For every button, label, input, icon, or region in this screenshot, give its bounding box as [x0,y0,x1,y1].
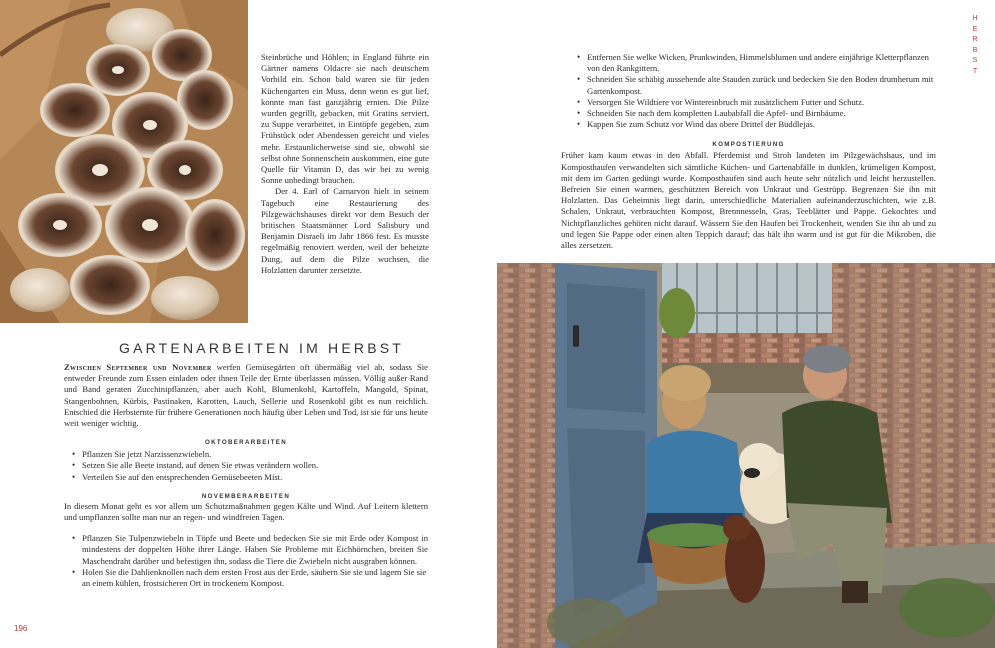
tab-letter: H [972,15,978,22]
list-item: • Versorgen Sie Wildtiere vor Wintereinbruch mit zusätzlichem Futter und Schutz. [575,97,936,108]
kompost-heading: KOMPOSTIERUNG [712,141,785,149]
right-top-column [561,52,936,251]
list-item: • Kappen Sie zum Schutz vor Wind das obere Drittel der Buddlejas. [575,119,936,130]
list-item: • Holen Sie die Dahlienknollen nach dem ersten Frost aus der Erde, säubern Sie sie und lagern Sie sie an einem kühlen, frostsicheren Ort in trockenem Kompost. [70,567,428,589]
intro-rest: werfen Gemüsegärten oft übermäßig viel ab, sodass Sie entweder Freunde zum Essen einladen oder ihnen Teile der Ernte überlassen müssen. Völlig außer Rand und Band geraten Zucchinipflanzen, aber auch Kohl, Blumenkohl, Kartoffeln, Mangold, Spinat, Stangenbohnen, Kürbis, Pastinaken, Karotten, Lauch, Sellerie und Rosenkohl gibt es nun reichlich. Entschied die Herbsternte für frühere Generationen noch häufig über Leben und Tod, ist sie für uns heute weit weniger wichtig. [64,362,428,429]
mushroom-photo [0,0,248,323]
tab-letter: S [972,57,978,64]
tab-letter: T [972,67,978,75]
section-tab-herbst [970,14,980,77]
november-list [64,533,428,589]
main-section [64,362,428,589]
page-number: 196 [14,624,28,633]
tab-letter: B [972,46,978,54]
paragraph-pilze: Steinbrüche und Höhlen; in England führte ein Gärtner namens Oldacre sie nach deutschem Vorbild ein. Schon bald waren sie für jeden Küchengarten ein Muss, denn wenn es gut lief, konnte man fast ganzjährig ernten. Die Pilze wurden gegrillt, gebacken, mit Gratins serviert, zu Suppe verarbeitet, in Eintöpfe gegeben, zum Frühstück oder Abendessen gereicht und vieles mehr. Erstaunlicherweise sind sie, obwohl sie selbst ohne Sonnenschein auskommen, eine gute Quelle für Vitamin D, das wir bei zu wenig Sonne unbedingt brauchen. [261,52,429,186]
list-item: • Setzen Sie alle Beete instand, auf denen Sie etwas verändern wollen. [70,460,428,471]
kompost-paragraph: Früher kam kaum etwas in den Abfall. Pferdemist und Stroh landeten im Pilzgewächshaus, und im Komposthaufen verwandelten sich sämtliche Küchen- und Gartenabfälle in dunklen, krümeligen Kompost, mit dem im Garten gedüngt wurde. Komposthaufen sind auch heute sehr nützlich und leicht herzustellen. Befreien Sie einen warmen, geschützten Bereich von Unkraut und Gestrüpp. Begrenzen Sie ihn mit Holzlatten. Das Geheimnis liegt darin, unterschiedliche Materialien aufeinanderzuschichten, wie z.B. Schalen, Unkraut, verbrauchten Kompost, Brennnesseln, Gras, Teeblätter und Pappe. Gekochtes und Nichtpflanzliches gehören nicht darauf. Wässern Sie den Haufen bei Trockenheit, wenden Sie ihn ab und zu und legen Sie Pappe oder einen alten Teppich darauf; das hält ihn warm und ist gut für die Mikroben, die alles zersetzen. [561,150,936,251]
left-column-text [261,52,429,276]
list-item: • Schneiden Sie nach dem kompletten Laubabfall die Apfel- und Birnbäume. [575,108,936,119]
list-item: • Entfernen Sie welke Wicken, Prunkwinden, Himmelsblumen und andere einjährige Kletterpflanzen von den Rankgittern. [575,52,936,74]
november-paragraph: In diesem Monat geht es vor allem um Schutzmaßnahmen gegen Kälte und Wind. Auf Leitern klettern und umpflanzen sollte man nur an regen- und windfreien Tagen. [64,500,428,523]
list-item: • Pflanzen Sie jetzt Narzissenzwiebeln. [70,449,428,460]
mushroom-illustration [0,0,248,323]
garden-photo [497,263,995,648]
intro-paragraph [64,362,428,429]
list-item: • Verteilen Sie auf den entsprechenden Gemüsebeeten Mist. [70,472,428,483]
list-item: • Schneiden Sie schäbig aussehende alte Stauden zurück und bedecken Sie den Boden drumherum mit Gartenkompost. [575,74,936,96]
oktober-list [64,449,428,483]
list-item: • Pflanzen Sie Tulpenzwiebeln in Töpfe und Beete und bedecken Sie sie mit Erde oder Kompost in mindestens der doppelten Höhe ihrer Länge. Haben Sie Probleme mit Eichhörnchen, breiten Sie Maschendraht darüber und befestigen ihn, sodass die Tiere die Zwiebeln nicht ausgraben können. [70,533,428,567]
garden-illustration [497,263,995,648]
section-heading: GARTENARBEITEN IM HERBST [119,340,405,356]
oktober-heading: OKTOBERARBEITEN [205,439,287,447]
november-heading: NOVEMBERARBEITEN [201,492,291,500]
intro-lead: Zwischen September und November [64,362,212,372]
paragraph-carnarvon: Der 4. Earl of Carnarvon hielt in seinem Tagebuch eine Restaurierung des Pilzgewächshauses direkt vor dem Besuch der britischen Staatsmänner Lord Salisbury und Benjamin Disraeli im Jahr 1866 fest. Es musste regelmäßig renoviert werden, weil der beheizte Dung, auf dem die Pilze wuchsen, die Holzlatten darunter zersetzte. [261,186,429,275]
autumn-tasks-list [561,52,936,130]
tab-letter: R [972,36,978,43]
tab-letter: E [972,25,978,33]
